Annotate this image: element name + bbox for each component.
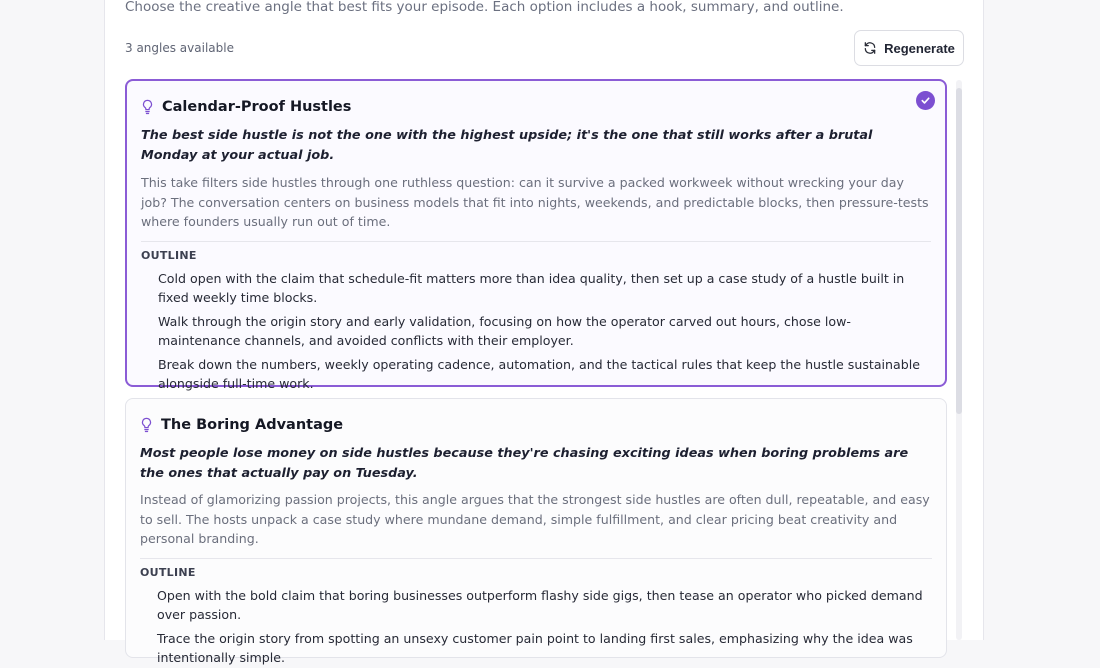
- regenerate-button[interactable]: [854, 30, 964, 66]
- refresh-icon: [863, 41, 877, 55]
- regenerate-label: Regenerate: [884, 40, 955, 56]
- outline-item: Open with the bold claim that boring businesses outperform flashy side gigs, then tease an operator who picked demand over passion.: [157, 587, 923, 622]
- card-summary: Instead of glamorizing passion projects, this angle argues that the strongest side hustles are often dull, repeatable, and easy to sell. The hosts unpack a case study where mundane demand, simple fulfillment, and clear pricing beat creativity and personal branding.: [140, 492, 930, 546]
- outline-heading: OUTLINE: [141, 248, 197, 262]
- outline-list: [140, 586, 932, 668]
- outline-item: Walk through the origin story and early validation, focusing on how the operator carved out hours, chose low-maintenance channels, and avoided conflicts with their employer.: [158, 313, 851, 348]
- card-summary: This take filters side hustles through one ruthless question: can it survive a packed workweek without wrecking your day job? The conversation centers on business models that fit into nights, weekends, and predictable blocks, then pressure-tests where founders usually run out of time.: [141, 175, 929, 229]
- divider: [140, 558, 932, 559]
- lightbulb-icon: [141, 99, 154, 115]
- divider: [141, 241, 931, 242]
- intro-text: Choose the creative angle that best fits your episode. Each option includes a hook, summary, and outline.: [125, 0, 844, 15]
- card-title: The Boring Advantage: [161, 417, 344, 433]
- card-hook: The best side hustle is not the one with the highest upside; it's the one that still works after a brutal Monday at your actual job.: [141, 128, 873, 163]
- outline-item: Trace the origin story from spotting an unsexy customer pain point to landing first sales, emphasizing why the idea was intentionally simple.: [157, 630, 913, 665]
- scrollbar-thumb[interactable]: [956, 88, 962, 414]
- card-title: Calendar-Proof Hustles: [162, 99, 352, 115]
- outline-item: Break down the numbers, weekly operating cadence, automation, and the tactical rules that keep the hustle sustainable alongside full-time work.: [158, 356, 920, 391]
- angle-card-boring-advantage[interactable]: [125, 398, 947, 665]
- angle-selection-panel: [104, 0, 984, 665]
- outline-item: Cold open with the claim that schedule-fit matters more than idea quality, then set up a case study of a hustle built in fixed weekly time blocks.: [158, 270, 905, 305]
- lightbulb-icon: [140, 417, 153, 433]
- outline-heading: OUTLINE: [140, 565, 196, 579]
- card-hook: Most people lose money on side hustles because they're chasing exciting ideas when boring problems are the ones that actually pay on Tuesday.: [140, 446, 909, 481]
- selected-check-icon: [916, 91, 935, 110]
- outline-list: [141, 269, 931, 394]
- angle-card-calendar-proof-hustles[interactable]: [125, 79, 947, 391]
- scrollbar[interactable]: [956, 80, 962, 640]
- angle-count: 3 angles available: [125, 41, 234, 55]
